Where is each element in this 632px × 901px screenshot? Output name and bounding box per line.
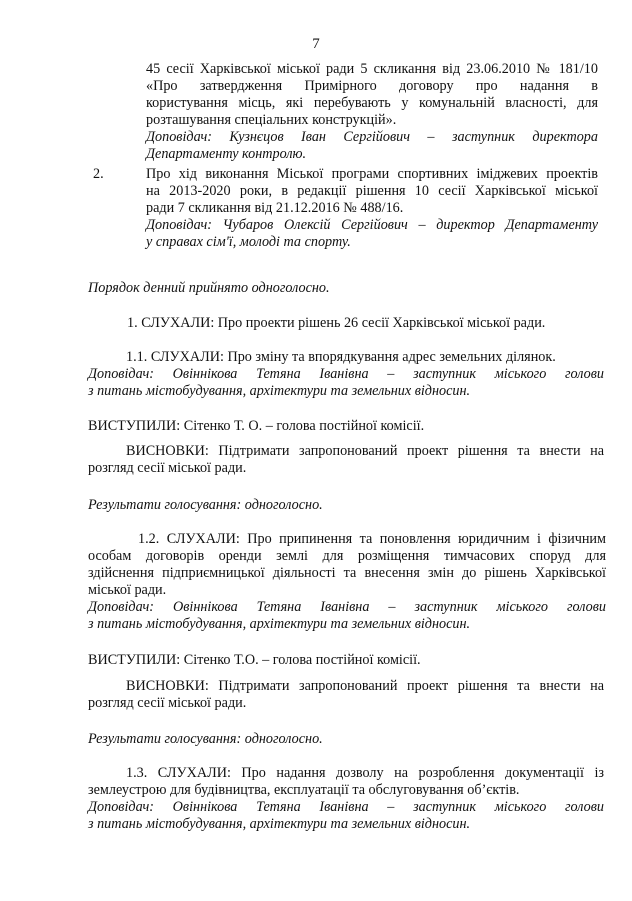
- speaker-line: Доповідач: Овіннікова Тетяна Іванівна – заступник міського голови: [88, 599, 606, 615]
- heard-line: здійснення підприємницької діяльності та внесення змін до рішень Харківської: [88, 565, 606, 581]
- speaker-line: Доповідач: Чубаров Олексій Сергійович – директор Департаменту: [146, 217, 598, 233]
- text-line: розгляд сесії міської ради.: [88, 695, 247, 711]
- speaker-line: з питань містобудування, архітектури та земельних відносин.: [88, 616, 471, 632]
- text-line: 45 сесії Харківської міської ради 5 скликання від 23.06.2010 № 181/10: [146, 61, 598, 77]
- section-1-1: [88, 349, 604, 400]
- speaker-line: Доповідач: Кузнєцов Іван Сергійович – заступник директора: [146, 129, 598, 145]
- section-1-3: [88, 765, 604, 833]
- conclusions-1-2: [88, 678, 604, 712]
- heard-line: міської ради.: [88, 582, 167, 598]
- speaker-line: з питань містобудування, архітектури та земельних відносин.: [88, 816, 471, 832]
- text-line: на 2013-2020 роки, в редакції рішення 10 сесії Харківської міської: [146, 183, 598, 199]
- spoke-1-2: ВИСТУПИЛИ: Сітенко Т.О. – голова постійної комісії.: [88, 652, 421, 668]
- heard-line: особам договорів оренди землі для розміщення тимчасових споруд для: [88, 548, 606, 564]
- voting-1-1: Результати голосування: одноголосно.: [88, 497, 323, 513]
- heard-line: 1.1. СЛУХАЛИ: Про зміну та впорядкування адрес земельних ділянок.: [126, 349, 556, 365]
- agenda-item-2: [146, 166, 598, 251]
- section-1-2: [88, 531, 606, 633]
- heard-line: землеустрою для будівництва, експлуатації та обслуговування об’єктів.: [88, 782, 520, 798]
- text-line: ВИСНОВКИ: Підтримати запропонований проект рішення та внести на: [126, 678, 604, 694]
- agenda-item-1-tail: [146, 61, 598, 163]
- speaker-line: Доповідач: Овіннікова Тетяна Іванівна – заступник міського голови: [88, 799, 604, 815]
- text-line: користування місць, які перебувають у комунальній власності, для: [146, 95, 598, 111]
- heard-line: 1.2. СЛУХАЛИ: Про припинення та поновлення юридичним і фізичним: [138, 531, 606, 547]
- text-line: розгляд сесії міської ради.: [88, 460, 247, 476]
- text-line: розташування спеціальних конструкцій».: [146, 112, 397, 128]
- heard-line: 1.3. СЛУХАЛИ: Про надання дозволу на розроблення документації із: [126, 765, 604, 781]
- voting-1-2: Результати голосування: одноголосно.: [88, 731, 323, 747]
- speaker-line: Департаменту контролю.: [146, 146, 307, 162]
- text-line: Про хід виконання Міської програми спортивних іміджевих проектів: [146, 166, 598, 182]
- speaker-line: у справах сім'ї, молоді та спорту.: [146, 234, 351, 250]
- conclusions-1-1: [88, 443, 604, 477]
- heard-1: 1. СЛУХАЛИ: Про проекти рішень 26 сесії Харківської міської ради.: [127, 315, 546, 331]
- agenda-item-number: 2.: [93, 166, 104, 182]
- speaker-line: з питань містобудування, архітектури та земельних відносин.: [88, 383, 471, 399]
- text-line: ВИСНОВКИ: Підтримати запропонований проект рішення та внести на: [126, 443, 604, 459]
- page-number: 7: [312, 36, 320, 52]
- agenda-accepted: Порядок денний прийнято одноголосно.: [88, 280, 330, 296]
- text-line: «Про затвердження Примірного договору про надання в: [146, 78, 598, 94]
- speaker-line: Доповідач: Овіннікова Тетяна Іванівна – заступник міського голови: [88, 366, 604, 382]
- text-line: ради 7 скликання від 21.12.2016 № 488/16.: [146, 200, 404, 216]
- spoke-1-1: ВИСТУПИЛИ: Сітенко Т. О. – голова постійної комісії.: [88, 418, 425, 434]
